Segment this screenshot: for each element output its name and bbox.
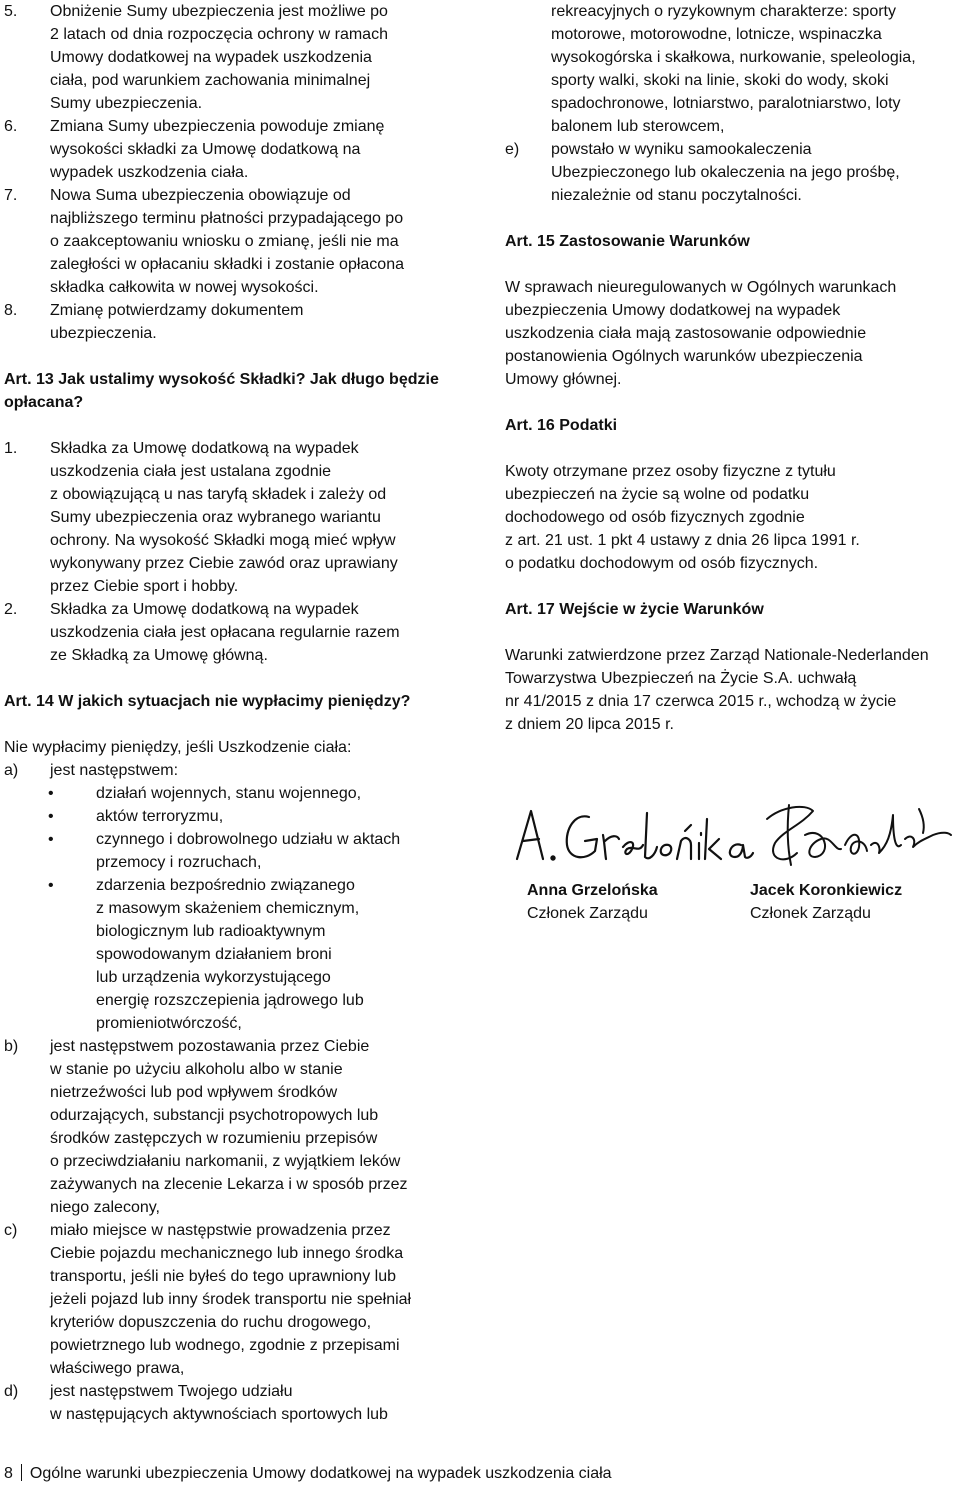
item-text: Obniżenie Sumy ubezpieczenia jest możliwe po 2 latach od dnia rozpoczęcia ochrony w ramach Umowy dodatkowej na wypadek uszkodzenia ciała, pod warunkiem zachowania minimalnej Sumy ubezpieczenia. <box>50 3 388 112</box>
signatory-role: Członek Zarządu <box>750 905 871 922</box>
bullet-item <box>4 805 460 828</box>
right-column <box>505 0 955 736</box>
bullet-icon: • <box>48 877 54 894</box>
exclusion-item-c <box>4 1219 460 1380</box>
exclusion-item-d <box>4 1380 460 1426</box>
bullet-icon: • <box>48 831 54 848</box>
document-title: Ogólne warunki ubezpieczenia Umowy dodatkowej na wypadek uszkodzenia ciała <box>29 1465 612 1482</box>
item-text: Zmiana Sumy ubezpieczenia powoduje zmianę wysokości składki za Umowę dodatkową na wypadek uszkodzenia ciała. <box>50 118 385 181</box>
list-item <box>4 598 460 667</box>
item-text: Składka za Umowę dodatkową na wypadek uszkodzenia ciała jest opłacana regularnie razem ze Składką za Umowę główną. <box>50 601 400 664</box>
list-section-amount-change <box>4 0 460 345</box>
signatory-1 <box>527 879 658 925</box>
article-17-text: Warunki zatwierdzone przez Zarząd Nationale-Nederlanden Towarzystwa Ubezpieczeń na Życie S.A. uchwałą nr 41/2015 z dnia 17 czerwca 2015 r., wchodzą w życie z dniem 20 lipca 2015 r. <box>505 647 929 733</box>
item-letter: a) <box>4 762 19 779</box>
left-column <box>4 0 460 1426</box>
page-footer <box>4 1462 612 1485</box>
article-14-heading: Art. 14 W jakich sytuacjach nie wypłacimy pieniędzy? <box>4 693 411 710</box>
item-text: Zmianę potwierdzamy dokumentem ubezpieczenia. <box>50 302 304 342</box>
signature-jacek-koronkiewicz <box>767 805 951 865</box>
signatures <box>505 795 955 935</box>
bullet-item <box>4 782 460 805</box>
list-item <box>4 437 460 598</box>
bullet-text: działań wojennych, stanu wojennego, <box>96 785 362 802</box>
item-number: 2. <box>4 601 18 618</box>
signatory-name: Jacek Koronkiewicz <box>750 882 903 899</box>
article-16-heading: Art. 16 Podatki <box>505 417 618 434</box>
bullet-icon: • <box>48 808 54 825</box>
item-letter: e) <box>505 141 520 158</box>
signatory-role: Członek Zarządu <box>527 905 648 922</box>
item-text: jest następstwem Twojego udziału w następujących aktywnościach sportowych lub <box>50 1383 388 1423</box>
article-14-intro: Nie wypłacimy pieniędzy, jeśli Uszkodzenie ciała: <box>4 739 352 756</box>
item-text: powstało w wyniku samookaleczenia Ubezpieczonego lub okaleczenia na jego prośbę, niezależnie od stanu poczytalności. <box>551 141 900 204</box>
signatory-2 <box>750 879 902 925</box>
signatory-name: Anna Grzelońska <box>527 882 658 899</box>
item-text: rekreacyjnych o ryzykownym charakterze: sporty motorowe, motorowodne, lotnicze, wspinaczka wysokogórska i skałkowa, nurkowanie, speleologia, sporty walki, skoki na linie, skoki do wody, skoki spadochronowe, lotniarstwo, paralotniarstwo, loty balonem lub sterowcem, <box>551 3 916 135</box>
bullet-text: aktów terroryzmu, <box>96 808 224 825</box>
item-letter: b) <box>4 1038 19 1055</box>
item-number: 7. <box>4 187 18 204</box>
list-section-premium <box>4 437 460 667</box>
article-15-heading: Art. 15 Zastosowanie Warunków <box>505 233 750 250</box>
exclusion-item-b <box>4 1035 460 1219</box>
exclusion-item-e <box>505 138 955 207</box>
list-item <box>4 184 460 299</box>
bullet-item <box>4 874 460 1035</box>
list-item <box>4 0 460 115</box>
page-number: 8 <box>4 1465 13 1482</box>
item-number: 1. <box>4 440 18 457</box>
article-16-text: Kwoty otrzymane przez osoby fizyczne z tytułu ubezpieczeń na życie są wolne od podatku dochodowego od osób fizycznych zgodnie z art. 21 ust. 1 pkt 4 ustawy z dnia 26 lipca 1991 r. o podatku dochodowym od osób fizycznych. <box>505 463 860 572</box>
list-item <box>4 299 460 345</box>
bullet-icon: • <box>48 785 54 802</box>
item-text: Nowa Suma ubezpieczenia obowiązuje od najbliższego terminu płatności przypadającego po o zaakceptowaniu wniosku o zmianę, jeśli nie ma zaległości w opłacaniu składki i zostanie opłacona składka całkowita w nowej wysokości. <box>50 187 404 296</box>
item-text: miało miejsce w następstwie prowadzenia przez Ciebie pojazdu mechanicznego lub innego środka transportu, jeśli nie byłeś do tego uprawniony lub jeżeli pojazd lub inny środek transportu nie spełniał kryteriów dopuszczenia do ruchu drogowego, powietrznego lub wodnego, zgodnie z przepisami właściwego prawa, <box>50 1222 412 1377</box>
article-15-text: W sprawach nieuregulowanych w Ogólnych warunkach ubezpieczenia Umowy dodatkowej na wypadek uszkodzenia ciała mają zastosowanie odpowiednie postanowienia Ogólnych warunków ubezpieczenia Umowy głównej. <box>505 279 897 388</box>
exclusion-item-a <box>4 759 460 782</box>
item-number: 8. <box>4 302 18 319</box>
signature-anna-grzelonska <box>517 811 753 860</box>
article-17-heading: Art. 17 Wejście w życie Warunków <box>505 601 764 618</box>
item-text: jest następstwem pozostawania przez Ciebie w stanie po użyciu alkoholu albo w stanie nietrzeźwości lub pod wpływem środków odurzających, substancji psychotropowych lub środków zastępczych w rozumieniu przepisów o przeciwdziałaniu narkomanii, z wyjątkiem leków zażywanych na zlecenie Lekarza i w sposób przez niego zalecony, <box>50 1038 408 1216</box>
exclusion-item-d-continued <box>505 0 955 138</box>
bullet-text: zdarzenia bezpośrednio związanego z masowym skażeniem chemicznym, biologicznym lub radioaktywnym spowodowanym działaniem broni lub urządzenia wykorzystującego energię rozszczepienia jądrowego lub promieniotwórczość, <box>96 877 364 1032</box>
item-number: 6. <box>4 118 18 135</box>
signature-image <box>505 795 955 875</box>
item-text: Składka za Umowę dodatkową na wypadek uszkodzenia ciała jest ustalana zgodnie z obowiązującą u nas taryfą składek i zależy od Sumy ubezpieczenia oraz wybranego wariantu ochrony. Na wysokość Składki mogą mieć wpływ wykonywany przez Ciebie zawód oraz uprawiany przez Ciebie sport i hobby. <box>50 440 398 595</box>
footer-divider <box>21 1464 22 1481</box>
item-letter: c) <box>4 1222 18 1239</box>
item-letter: d) <box>4 1383 19 1400</box>
bullet-text: czynnego i dobrowolnego udziału w aktach przemocy i rozruchach, <box>96 831 401 871</box>
bullet-item <box>4 828 460 874</box>
item-number: 5. <box>4 3 18 20</box>
article-13-heading: Art. 13 Jak ustalimy wysokość Składki? Jak długo będzie opłacana? <box>4 371 439 411</box>
list-item <box>4 115 460 184</box>
item-text: jest następstwem: <box>50 762 179 779</box>
